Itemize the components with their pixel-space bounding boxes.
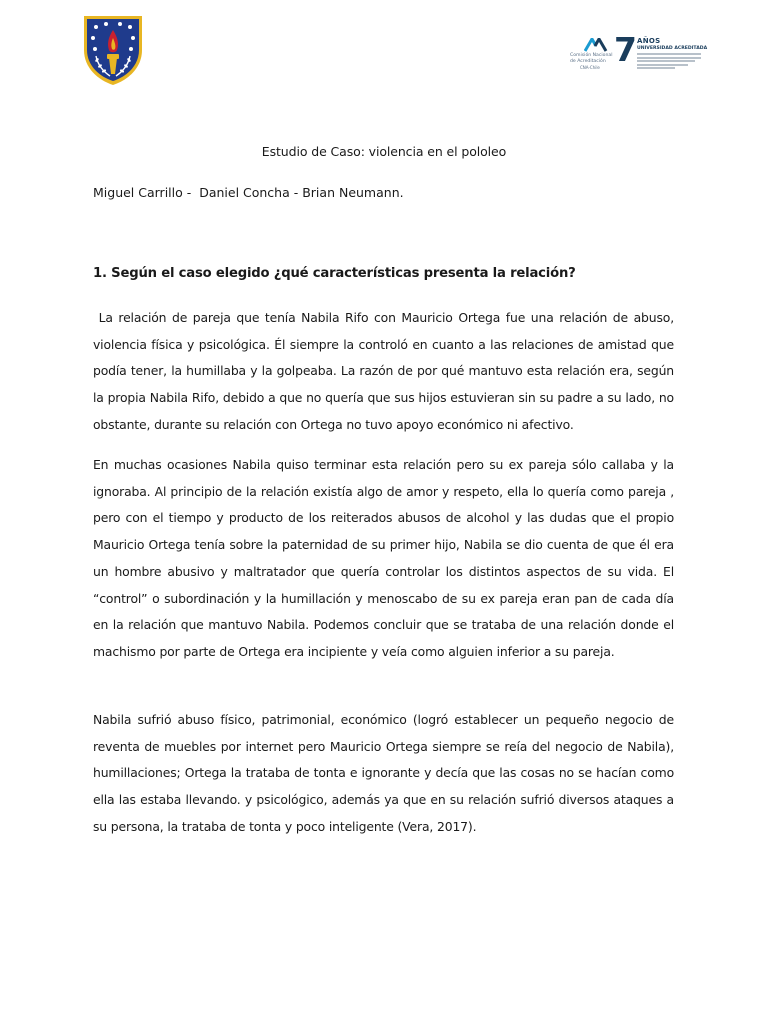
paragraph-1: La relación de pareja que tenía Nabila Rifo con Mauricio Ortega fue una relación de abuso, violencia física y psicológica. Él siempre la controló en cuanto a las relaciones de amistad que podía tener, la humillaba y la golpeaba. La razón de por qué mantuvo esta relación era, según la propia Nabila Rifo, debido a que no quería que sus hijos estuvieran sin su padre a su lado, no obstante, durante su relación con Ortega no tuvo apoyo económico ni afectivo. (93, 310, 678, 432)
paragraph-3: Nabila sufrió abuso físico, patrimonial, económico (logró establecer un pequeño negocio de reventa de muebles por internet pero Mauricio Ortega siempre se reía del negocio de Nabila), humillaciones; Ortega la trataba de tonta e ignorante y decía que las cosas no se hacían como ella las estaba llevando. y psicológico, además ya que en su relación sufrió diversos ataques a su persona, la trataba de tonta y poco inteligente (Vera, 2017). (93, 712, 674, 834)
accreditation-fine-print (637, 53, 701, 71)
accreditation-years-number: 7 (614, 30, 637, 69)
accreditation-years-label: AÑOS (637, 37, 661, 45)
accreditation-status: UNIVERSIDAD ACREDITADA (637, 46, 708, 51)
section-heading: 1. Según el caso elegido ¿qué características presenta la relación? (93, 266, 576, 281)
paragraph-2: En muchas ocasiones Nabila quiso terminar esta relación pero su ex pareja sólo callaba y la ignoraba. Al principio de la relación existía algo de amor y respeto, ella lo quería como pareja , pero con el tiempo y producto de los reiterados abusos de alcohol y las dudas que el propio Mauricio Ortega tenía sobre la paternidad de su primer hijo, Nabila se dio cuenta de que él era un hombre abusivo y maltratador que quería controlar los distintos aspectos de su vida. El “control” o subordinación y la humillación y menoscabo de su ex pareja eran pan de cada día en la relación que mantuvo Nabila. Podemos concluir que se trataba de una relación donde el machismo por parte de Ortega era incipiente y veía como alguien inferior a su pareja. (93, 457, 674, 659)
document-title: Estudio de Caso: violencia en el pololeo (261, 144, 507, 159)
accreditation-agency-line1: Comisión Nacional (570, 53, 613, 58)
accreditation-agency-line3: CNA-Chile (580, 65, 600, 70)
university-crest-logo (82, 14, 144, 86)
accreditation-logo (568, 30, 708, 70)
document-authors: Miguel Carrillo - Daniel Concha - Brian Neumann. (93, 185, 404, 200)
cna-mark-icon (584, 38, 610, 52)
accreditation-agency-line2: de Acreditación (570, 59, 606, 64)
page-header (0, 0, 768, 100)
